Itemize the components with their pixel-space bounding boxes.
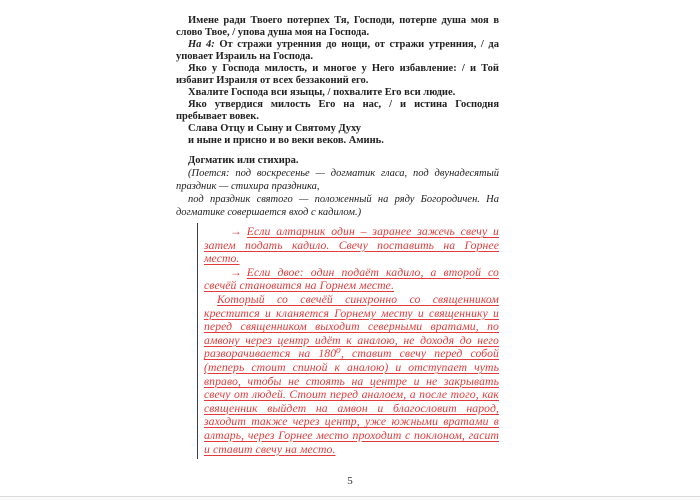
- instruction-paragraph: Который со свечёй синхронно со священником крестится и кланяется Горнему месту и священнику и перед священником выходит северными вратами, по амвону через центр идёт к аналою, не доходя до него разворачивается на 180⁰, ставит свечу перед собой (теперь стоит спиной к аналою) и отступает чуть вправо, чтобы не стоять на центре и не закрывать свечу от людей. Стоит перед аналоем, а после того, как священник выйдет на амвон и благословит народ, заходит также через центр, уже южными вратами в алтарь, через Горнее место проходит с поклоном, гасит и ставит свечу на место.: [204, 292, 499, 456]
- page-bottom-edge: [0, 496, 700, 500]
- psalm-paragraph: Догматик или стихира.: [188, 155, 299, 166]
- arrow-icon: →: [230, 225, 242, 238]
- psalm-paragraph: Яко утвердися милость Его на нас, / и истина Господня пребывает вовек.: [176, 99, 499, 122]
- psalm-paragraph: и ныне и присно и во веки веков. Аминь.: [188, 135, 384, 146]
- psalm-paragraph: На 4: От стражи утренния до нощи, от стражи утренния, / да уповает Израиль на Господа.: [176, 39, 499, 62]
- psalm-paragraph: Имене ради Твоего потерпех Тя, Господи, потерпе душа моя в слово Твое, / упова душа моя на Господа.: [176, 15, 499, 38]
- altar-server-instructions: [197, 223, 499, 459]
- psalm-paragraph: Слава Отцу и Сыну и Святому Духу: [188, 123, 362, 134]
- paragraph-lead: На 4:: [188, 39, 220, 50]
- psalm-paragraph: (Поется: под воскресенье — догматик гласа, под двунадесятый праздник — стихира праздника,: [176, 168, 499, 192]
- psalm-paragraph: под праздник святого — положенный на ряду Богородичен. На догматике совершается вход с кадилом.): [176, 194, 499, 218]
- instruction-paragraph: → Если двое: один подаёт кадило, а второй со свечёй становится на Горнем месте.: [204, 265, 499, 293]
- liturgical-text-section: [176, 15, 499, 219]
- psalm-paragraph: Яко у Господа милость, и многое у Него избавление: / и Той избавит Израиля от всех беззаконий его.: [176, 63, 499, 86]
- arrow-icon: →: [230, 265, 242, 279]
- page-number: 5: [347, 475, 353, 487]
- instruction-paragraph: → Если алтарник один – заранее зажечь свечу и затем подать кадило. Свечу поставить на Горнее место.: [204, 225, 499, 266]
- text-column: [176, 15, 499, 459]
- psalm-paragraph: Хвалите Господа вси языцы, / похвалите Его вси людие.: [188, 87, 456, 98]
